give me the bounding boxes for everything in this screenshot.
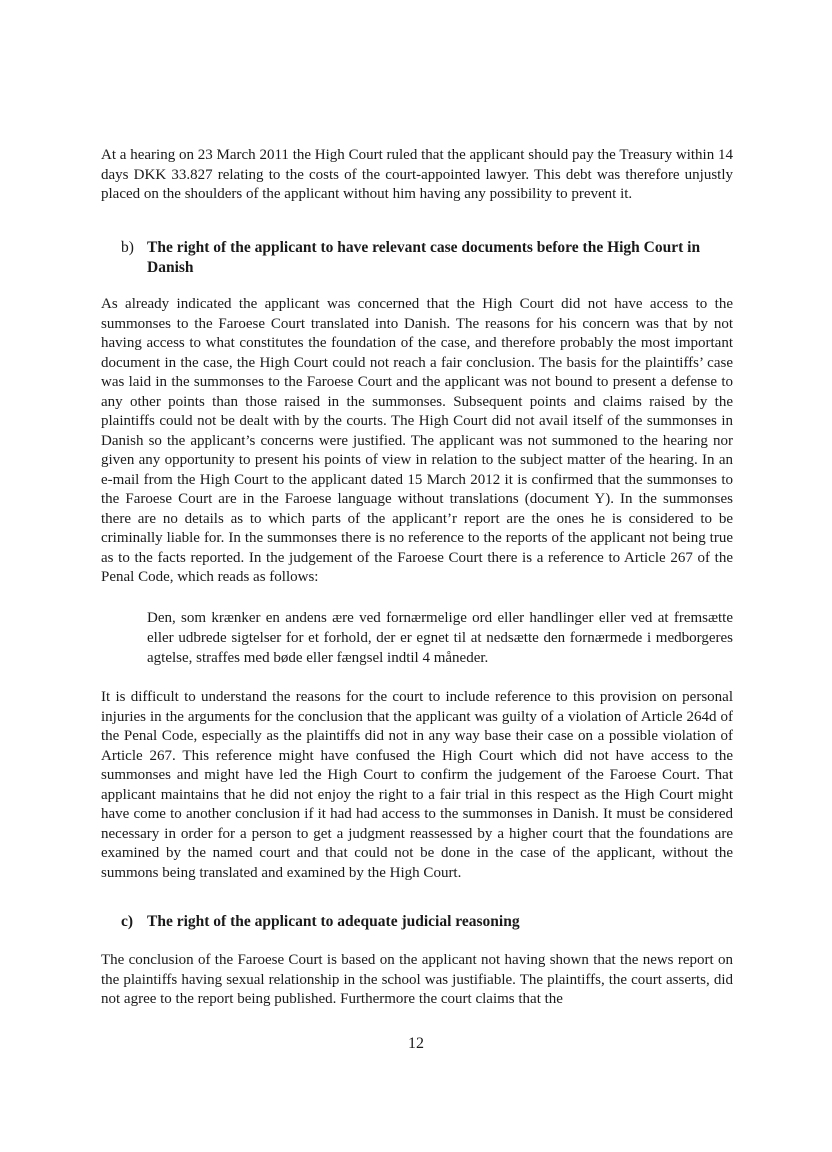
section-heading-c-text: The right of the applicant to adequate judicial reasoning	[147, 913, 520, 930]
paragraph-judicial-reasoning: The conclusion of the Faroese Court is based on the applicant not having shown that the news report on the plaintiffs having sexual relationship in the school was justifiable. The plaintiffs, the court asserts, did not agree to the report being published. Furthermore the court claims that the	[101, 952, 733, 1007]
section-heading-c-label: c)	[121, 913, 134, 930]
quoted-article-267: Den, som krænker en andens ære ved fornærmelige ord eller handlinger eller ved at fremsætte eller udbrede sigtelser for et forhold, der er egnet til at nedsætte den fornærmede i medborgeres agtelse, straffes med bøde eller fængsel indtil 4 måneder.	[147, 610, 733, 666]
paragraph-article-reference: It is difficult to understand the reasons for the court to include reference to this provision on personal injuries in the arguments for the conclusion that the applicant was guilty of a violation of Article 264d of the Penal Code, especially as the plaintiffs did not in any way base their case on a possible violation of Article 267. This reference might have confused the High Court which did not have access to the summonses and might have led the High Court to confirm the judgement of the Faroese Court. That applicant maintains that he did not enjoy the right to a fair trial in this respect as the High Court might have come to another conclusion if it had had access to the summonses in Danish. It must be considered necessary in order for a person to get a judgment reassessed by a higher court that the foundations are examined by the named court and that could not be done in the case of the applicant, without the summons being translated and examined by the High Court.	[101, 689, 733, 881]
page-number: 12	[408, 1035, 424, 1052]
paragraph-summonses: As already indicated the applicant was concerned that the High Court did not have access to the summonses to the Faroese Court translated into Danish. The reasons for his concern was that by not having access to what constitutes the foundation of the case, and therefore probably the most important document in the case, the High Court could not reach a fair conclusion. The basis for the plaintiffs’ case was laid in the summonses to the Faroese Court and the applicant was not bound to present a defense to any other points than those raised in the summonses. Subsequent points and claims raised by the plaintiffs could not be dealt with by the courts. The High Court did not avail itself of the summonses in Danish so the applicant’s concerns were justified. The applicant was not summoned to the hearing nor given any opportunity to present his points of view in relation to the subject matter of the hearing. In an e-mail from the High Court to the applicant dated 15 March 2012 it is confirmed that the summonses to the Faroese Court are in the Faroese language without translations (document Y). In the summonses there are no details as to which parts of the applicant’r report are the ones he is considered to be criminally liable for. In the summonses there is no reference to the reports of the applicant not being true as to the facts reported. In the judgement of the Faroese Court there is a reference to Article 267 of the Penal Code, which reads as follows:	[101, 296, 733, 585]
section-heading-b-label: b)	[121, 239, 134, 256]
section-heading-c	[121, 912, 733, 932]
paragraph-court-costs: At a hearing on 23 March 2011 the High Court ruled that the applicant should pay the Treasury within 14 days DKK 33.827 relating to the costs of the court-appointed lawyer. This debt was therefore unjustly placed on the shoulders of the applicant without him having any possibility to prevent it.	[101, 147, 733, 202]
section-heading-b-text: The right of the applicant to have relevant case documents before the High Court in Danish	[147, 239, 701, 276]
section-heading-b	[121, 238, 733, 278]
